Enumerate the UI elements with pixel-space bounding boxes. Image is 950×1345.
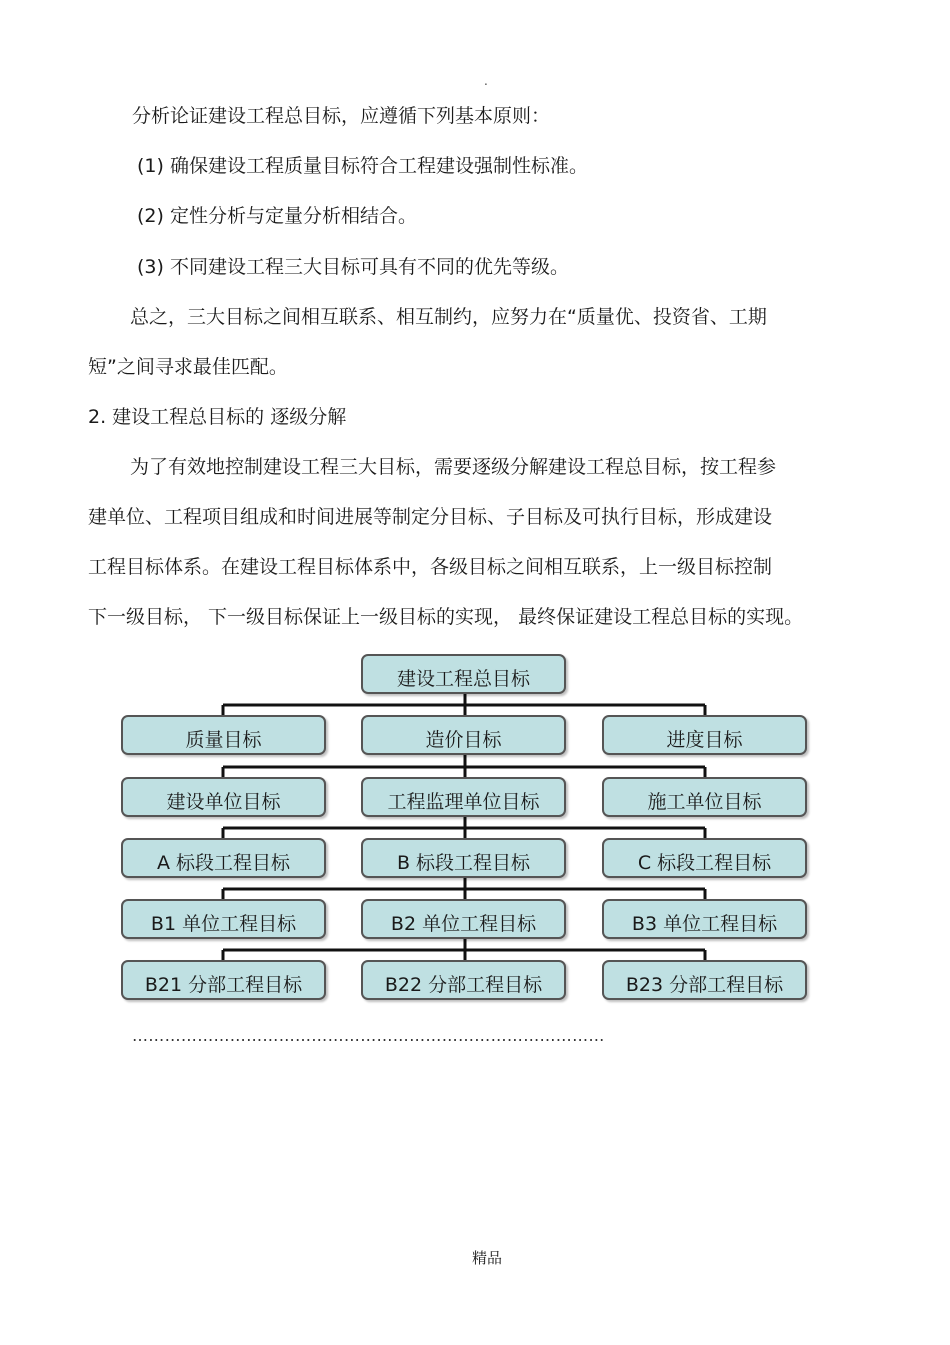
node-owner-target: 建设单位目标: [121, 777, 326, 817]
principle-3: (3) 不同建设工程三大目标可具有不同的优先等级。: [137, 256, 569, 278]
principle-1: (1) 确保建设工程质量目标符合工程建设强制性标准。: [137, 155, 588, 177]
node-unit-b3: B3 单位工程目标: [602, 899, 807, 939]
node-section-a: A 标段工程目标: [121, 838, 326, 878]
footer-label: 精品: [471, 1249, 502, 1267]
summary-line-2: 短”之间寻求最佳匹配。: [88, 356, 288, 378]
section-heading: 2. 建设工程总目标的 逐级分解: [88, 406, 347, 428]
node-part-b22: B22 分部工程目标: [361, 960, 566, 1000]
node-schedule-target: 进度目标: [602, 715, 807, 755]
node-quality-target: 质量目标: [121, 715, 326, 755]
body-line-3: 工程目标体系。在建设工程目标体系中，各级目标之间相互联系，上一级目标控制: [88, 556, 773, 578]
node-part-b21: B21 分部工程目标: [121, 960, 326, 1000]
body-line-4: 下一级目标， 下一级目标保证上一级目标的实现， 最终保证建设工程总目标的实现。: [88, 606, 804, 628]
node-supervisor-target: 工程监理单位目标: [361, 777, 566, 817]
node-unit-b1: B1 单位工程目标: [121, 899, 326, 939]
node-root: 建设工程总目标: [361, 654, 566, 694]
page-footer: [0, 1247, 950, 1268]
principle-2: (2) 定性分析与定量分析相结合。: [137, 205, 417, 227]
intro-paragraph: 分析论证建设工程总目标，应遵循下列基本原则：: [132, 105, 551, 127]
node-part-b23: B23 分部工程目标: [602, 960, 807, 1000]
body-line-2: 建单位、工程项目组成和时间进展等制定分目标、子目标及可执行目标，形成建设: [88, 506, 773, 528]
header-mark: .: [484, 74, 488, 88]
node-unit-b2: B2 单位工程目标: [361, 899, 566, 939]
node-section-c: C 标段工程目标: [602, 838, 807, 878]
node-contractor-target: 施工单位目标: [602, 777, 807, 817]
node-cost-target: 造价目标: [361, 715, 566, 755]
body-line-1: 为了有效地控制建设工程三大目标，需要逐级分解建设工程总目标，按工程参: [130, 456, 777, 478]
ellipsis-line: ……………………………………………………………………………: [132, 1026, 605, 1045]
node-section-b: B 标段工程目标: [361, 838, 566, 878]
summary-line-1: 总之，三大目标之间相互联系、相互制约，应努力在“质量优、投资省、工期: [130, 306, 767, 328]
